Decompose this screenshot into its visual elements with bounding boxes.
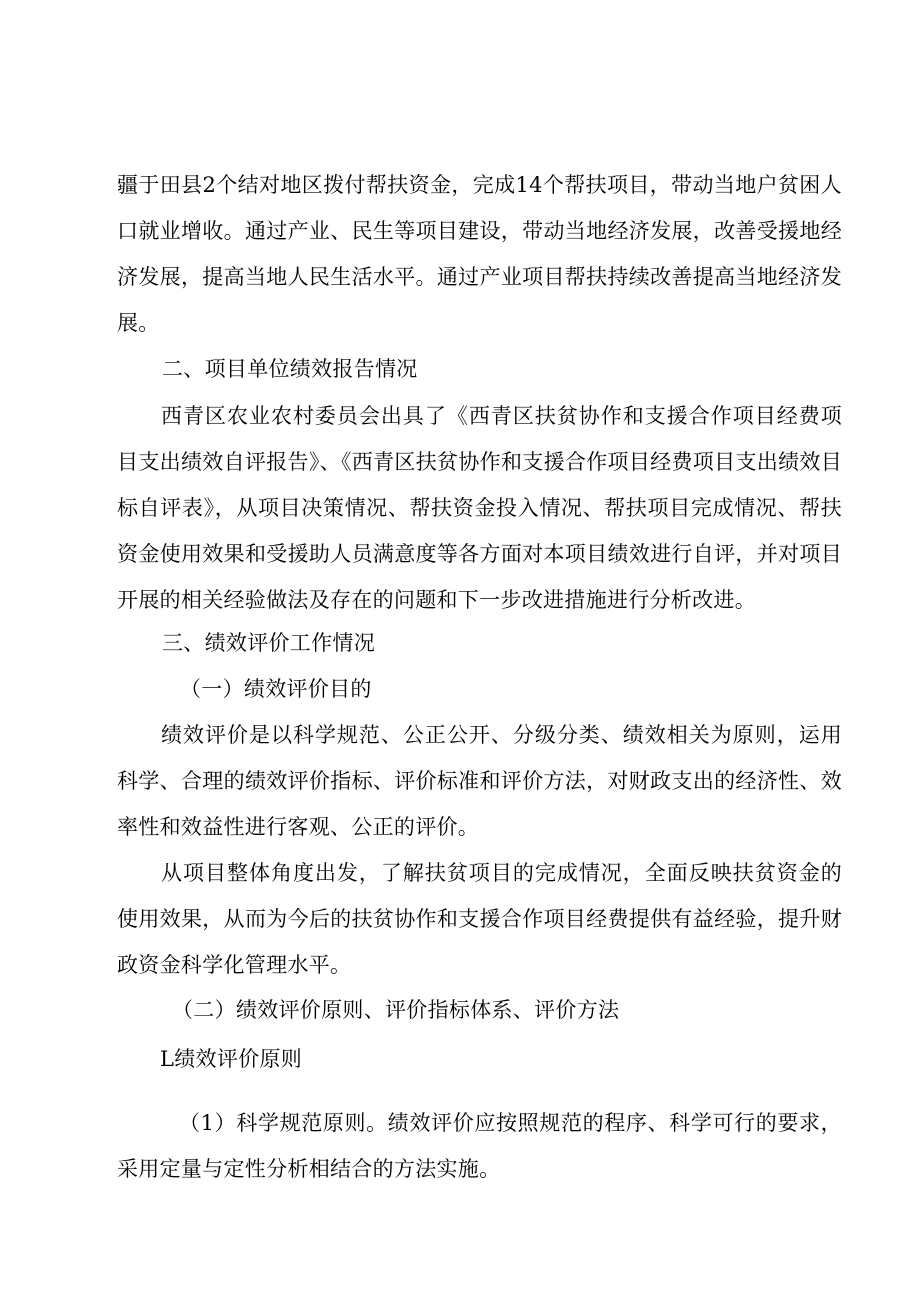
item-heading-principles: L绩效评价原则: [160, 1047, 303, 1071]
paragraph-scientific-principle: （1）科学规范原则。绩效评价应按照规范的程序、科学可行的要求，采用定量与定性分析相结合的方法实施。: [117, 1111, 842, 1181]
paragraph-unit-report: 西青区农业农村委员会出具了《西青区扶贫协作和支援合作项目经费项目支出绩效自评报告》、《西青区扶贫协作和支援合作项目经费项目支出绩效目标自评表》，从项目决策情况、帮扶资金投入情况、帮扶项目完成情况、帮扶资金使用效果和受援助人员满意度等各方面对本项目绩效进行自评，并对项目开展的相关经验做法及存在的问题和下一步改进措施进行分析改进。: [117, 404, 842, 612]
paragraph-evaluation-definition: 绩效评价是以科学规范、公正公开、分级分类、绩效相关为原则，运用科学、合理的绩效评价指标、评价标准和评价方法，对财政支出的经济性、效率性和效益性进行客观、公正的评价。: [117, 723, 842, 839]
section-heading-3: 三、绩效评价工作情况: [162, 631, 375, 655]
paragraph-project-summary: 疆于田县2个结对地区拨付帮扶资金，完成14个帮扶项目，带动当地户贫困人口就业增收。通过产业、民生等项目建设，带动当地经济发展，改善受援地经济发展，提高当地人民生活水平。通过产业项目帮扶持续改善提高当地经济发展。: [117, 173, 842, 335]
subsection-heading-purpose: （一）绩效评价目的: [180, 677, 372, 701]
subsection-heading-principles: （二）绩效评价原则、评价指标体系、评价方法: [172, 998, 620, 1022]
section-heading-2: 二、项目单位绩效报告情况: [162, 357, 418, 381]
paragraph-evaluation-aim: 从项目整体角度出发，了解扶贫项目的完成情况，全面反映扶贫资金的使用效果，从而为今后的扶贫协作和支援合作项目经费提供有益经验，提升财政资金科学化管理水平。: [117, 861, 842, 977]
